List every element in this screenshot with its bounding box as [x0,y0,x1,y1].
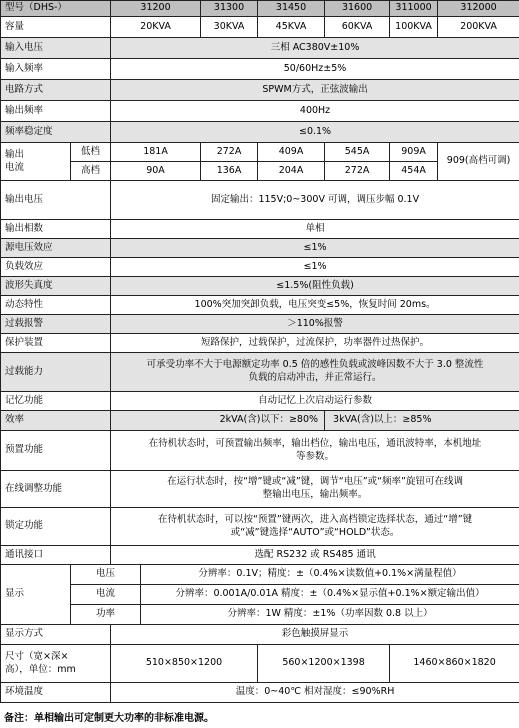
display-voltage-row [1,565,519,585]
online-adjust-row [1,471,519,508]
protection-value: 短路保护，过载保护，过流保护，功率器件过热保护。 [111,334,519,353]
output-frequency-value: 400Hz [111,101,519,122]
high-gear-label: 高档 [71,162,111,181]
model-label: 型号（DHS-） [1,1,111,17]
low-gear-cell: 409A [258,143,325,162]
memory-value: 自动记忆上次启动运行参数 [111,392,519,411]
source-effect-row [1,239,519,258]
capacity-cell: 45KVA [258,17,325,38]
circuit-value: SPWM方式，正弦波输出 [111,80,519,101]
high-gear-cell: 90A [111,162,201,181]
output-phase-row [1,220,519,239]
overload-alarm-value: ＞110%报警 [111,315,519,334]
source-effect-value: ≤1% [111,239,519,258]
high-gear-cell: 204A [258,162,325,181]
protection-row [1,334,519,353]
efficiency-row [1,411,519,431]
input-frequency-label: 输入频率 [1,59,111,80]
display-voltage-value: 分辨率：0.1V；精度：±（0.4%×读数值+0.1%×满量程值） [141,565,519,585]
input-voltage-label: 输入电压 [1,38,111,59]
overload-capacity-label: 过载能力 [1,353,111,392]
size-cell: 1460×860×1820 [390,645,519,683]
low-gear-cell: 181A [111,143,201,162]
lock-row [1,508,519,546]
capacity-cell: 20KVA [111,17,201,38]
size-cell: 560×1200×1398 [258,645,390,683]
low-gear-cell: 272A [201,143,258,162]
environment-row [1,683,519,703]
preset-line: 等参数。 [296,450,335,462]
capacity-cell: 100KVA [390,17,438,38]
input-voltage-value: 三相 AC380V±10% [111,38,519,59]
display-mode-label: 显示方式 [1,625,111,645]
model-cell: 31300 [201,1,258,17]
source-effect-label: 源电压效应 [1,239,111,258]
display-label: 显示 [1,565,71,625]
comm-row [1,546,519,565]
circuit-row [1,80,519,101]
model-cell: 31600 [325,1,390,17]
comm-value: 选配 RS232 或 RS485 通讯 [111,546,519,565]
low-gear-cell: 545A [325,143,390,162]
freq-stability-label: 频率稳定度 [1,122,111,143]
output-current-label-top: 输出 [5,148,25,160]
input-voltage-row [1,38,519,59]
size-cell: 510×850×1200 [111,645,258,683]
display-voltage-label: 电压 [71,565,141,585]
capacity-label: 容量 [1,17,111,38]
display-mode-row [1,625,519,645]
comm-label: 通讯接口 [1,546,111,565]
efficiency-label: 效率 [1,411,111,431]
preset-value [111,431,519,471]
distortion-label: 波形失真度 [1,277,111,296]
online-adjust-line: 整输出电压，输出频率。 [262,489,368,500]
output-current-label [1,143,71,181]
model-row [1,1,519,17]
max-current-cell: 909(高档可调) [438,143,519,181]
output-current-low-row [1,143,519,162]
capacity-cell: 30KVA [201,17,258,38]
overload-alarm-row [1,315,519,334]
high-gear-cell: 136A [201,162,258,181]
overload-alarm-label: 过载报警 [1,315,111,334]
model-cell: 311000 [390,1,438,17]
distortion-value: ≤1.5%(阻性负载) [111,277,519,296]
model-cell: 31450 [258,1,325,17]
low-gear-cell: 909A [390,143,438,162]
environment-label: 环境温度 [1,683,111,703]
footnote: 备注：单相输出可定制更大功率的非标准电源。 [4,713,214,724]
environment-value: 温度：0~40℃ 相对湿度：≤90%RH [111,683,519,703]
memory-label: 记忆功能 [1,392,111,411]
efficiency-high-value: 3kVA(含)以上：≥85% [325,411,519,431]
display-current-value: 分辨率：0.001A/0.01A 精度：±（0.4%×显示值+0.1%×额定输出值） [141,585,519,605]
output-voltage-label: 输出电压 [1,181,111,220]
online-adjust-line: 在运行状态时，按“增”键或“减”键，调节“电压”或“频率”旋钮可在线调 [167,476,463,488]
freq-stability-row [1,122,519,143]
capacity-row [1,17,519,38]
preset-row [1,431,519,471]
display-power-value: 分辨率：1W 精度：±1%（功率因数 0.8 以上） [141,605,519,625]
load-effect-value: ≤1% [111,258,519,277]
output-frequency-label: 输出频率 [1,101,111,122]
output-phase-label: 输出相数 [1,220,111,239]
model-cell: 31200 [111,1,201,17]
overload-capacity-value [111,353,519,392]
dynamic-row [1,296,519,315]
high-gear-cell: 272A [325,162,390,181]
display-current-label: 电流 [71,585,141,605]
distortion-row [1,277,519,296]
preset-line: 在待机状态时，可预置输出频率，输出档位，输出电压，通讯波特率，本机地址 [148,437,482,449]
circuit-label: 电路方式 [1,80,111,101]
load-effect-row [1,258,519,277]
efficiency-low-value: 2kVA(含)以下：≥80% [111,411,325,431]
size-row [1,645,519,683]
display-current-row [1,585,519,605]
capacity-cell: 200KVA [438,17,519,38]
lock-line: 在待机状态时，可以按“预置”键两次，进入高档锁定选择状态，通过“增”键 [157,513,473,525]
input-frequency-value: 50/60Hz±5% [111,59,519,80]
overload-capacity-line: 负载的启动冲击，并正常运行。 [248,372,382,383]
size-label-line: 尺寸（宽×深× [5,650,69,662]
capacity-cell: 60KVA [325,17,390,38]
dynamic-label: 动态特性 [1,296,111,315]
input-frequency-row [1,59,519,80]
overload-capacity-row [1,353,519,392]
display-mode-value: 彩色触摸屏显示 [111,625,519,645]
freq-stability-value: ≤0.1% [111,122,519,143]
output-frequency-row [1,101,519,122]
size-label [1,645,111,683]
preset-label: 预置功能 [1,431,111,471]
load-effect-label: 负载效应 [1,258,111,277]
high-gear-cell: 454A [390,162,438,181]
display-power-row [1,605,519,625]
memory-row [1,392,519,411]
overload-capacity-line: 可承受功率不大于电源额定功率 0.5 倍的感性负载或波峰因数不大于 3.0 整流性 [146,359,484,371]
model-cell: 312000 [438,1,519,17]
output-voltage-row [1,181,519,220]
display-power-label: 功率 [71,605,141,625]
online-adjust-label: 在线调整功能 [1,471,111,508]
online-adjust-value [111,471,519,508]
low-gear-label: 低档 [71,143,111,162]
output-voltage-value: 固定输出：115V;0~300V 可调，调压步幅 0.1V [111,181,519,220]
protection-label: 保护装置 [1,334,111,353]
dynamic-value: 100%突加突卸负载，电压突变≤5%，恢复时间 20ms。 [111,296,519,315]
size-label-line: 高），单位：mm [5,663,76,675]
lock-label: 锁定功能 [1,508,111,546]
output-current-label-bottom: 电流 [5,161,25,173]
output-phase-value: 单相 [111,220,519,239]
lock-value [111,508,519,546]
lock-line: 或“减”键选择“AUTO”或“HOLD”状态。 [230,526,400,538]
